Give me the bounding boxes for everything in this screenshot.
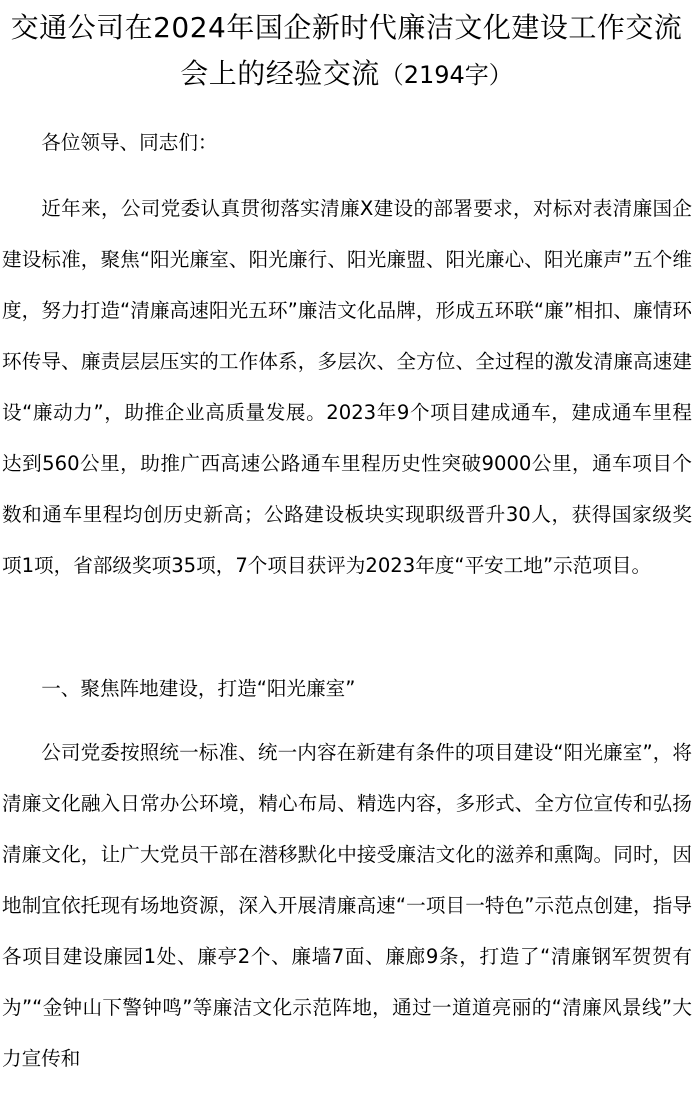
body-paragraph: 近年来，公司党委认真贯彻落实清廉X建设的部署要求，对标对表清廉国企建设标准，聚焦“阳光廉室、阳光廉行、阳光廉盟、阳光廉心、阳光廉声”五个维度，努力打造“清廉高速阳光五环”廉洁文化品牌，形成五环联“廉”相扣、廉情环环传导、廉责层层压实的工作体系，多层次、全方位、全过程的激发清廉高速建设“廉动力”，助推企业高质量发展。2023年9个项目建成通车，建成通车里程达到560公里，助推广西高速公路通车里程历史性突破9000公里，通车项目个数和通车里程均创历史新高；公路建设板块实现职级晋升30人，获得国家级奖项1项，省部级奖项35项，7个项目获评为2023年度“平安工地”示范项目。	[2, 197, 692, 577]
body-paragraph: 公司党委按照统一标准、统一内容在新建有条件的项目建设“阳光廉室”，将清廉文化融入日常办公环境，精心布局、精选内容，多形式、全方位宣传和弘扬清廉文化，让广大党员干部在潜移默化中接受廉洁文化的滋养和熏陶。同时，因地制宜依托现有场地资源，深入开展清廉高速“一项目一特色”示范点创建，指导各项目建设廉园1处、廉亭2个、廉墙7面、廉廊9条，打造了“清廉钢军贺贺有为”“金钟山下警钟鸣”等廉洁文化示范阵地，通过一道道亮丽的“清廉风景线”大力宣传和	[2, 741, 692, 1070]
title-main: 交通公司在2024年国企新时代廉洁文化建设工作交流会上的经验交流	[10, 11, 683, 90]
section-heading: 一、聚焦阵地建设，打造“阳光廉室”	[41, 677, 356, 700]
document-title	[0, 5, 693, 98]
salutation: 各位领导、同志们：	[41, 131, 218, 154]
title-word-count: （2194字）	[379, 61, 513, 89]
